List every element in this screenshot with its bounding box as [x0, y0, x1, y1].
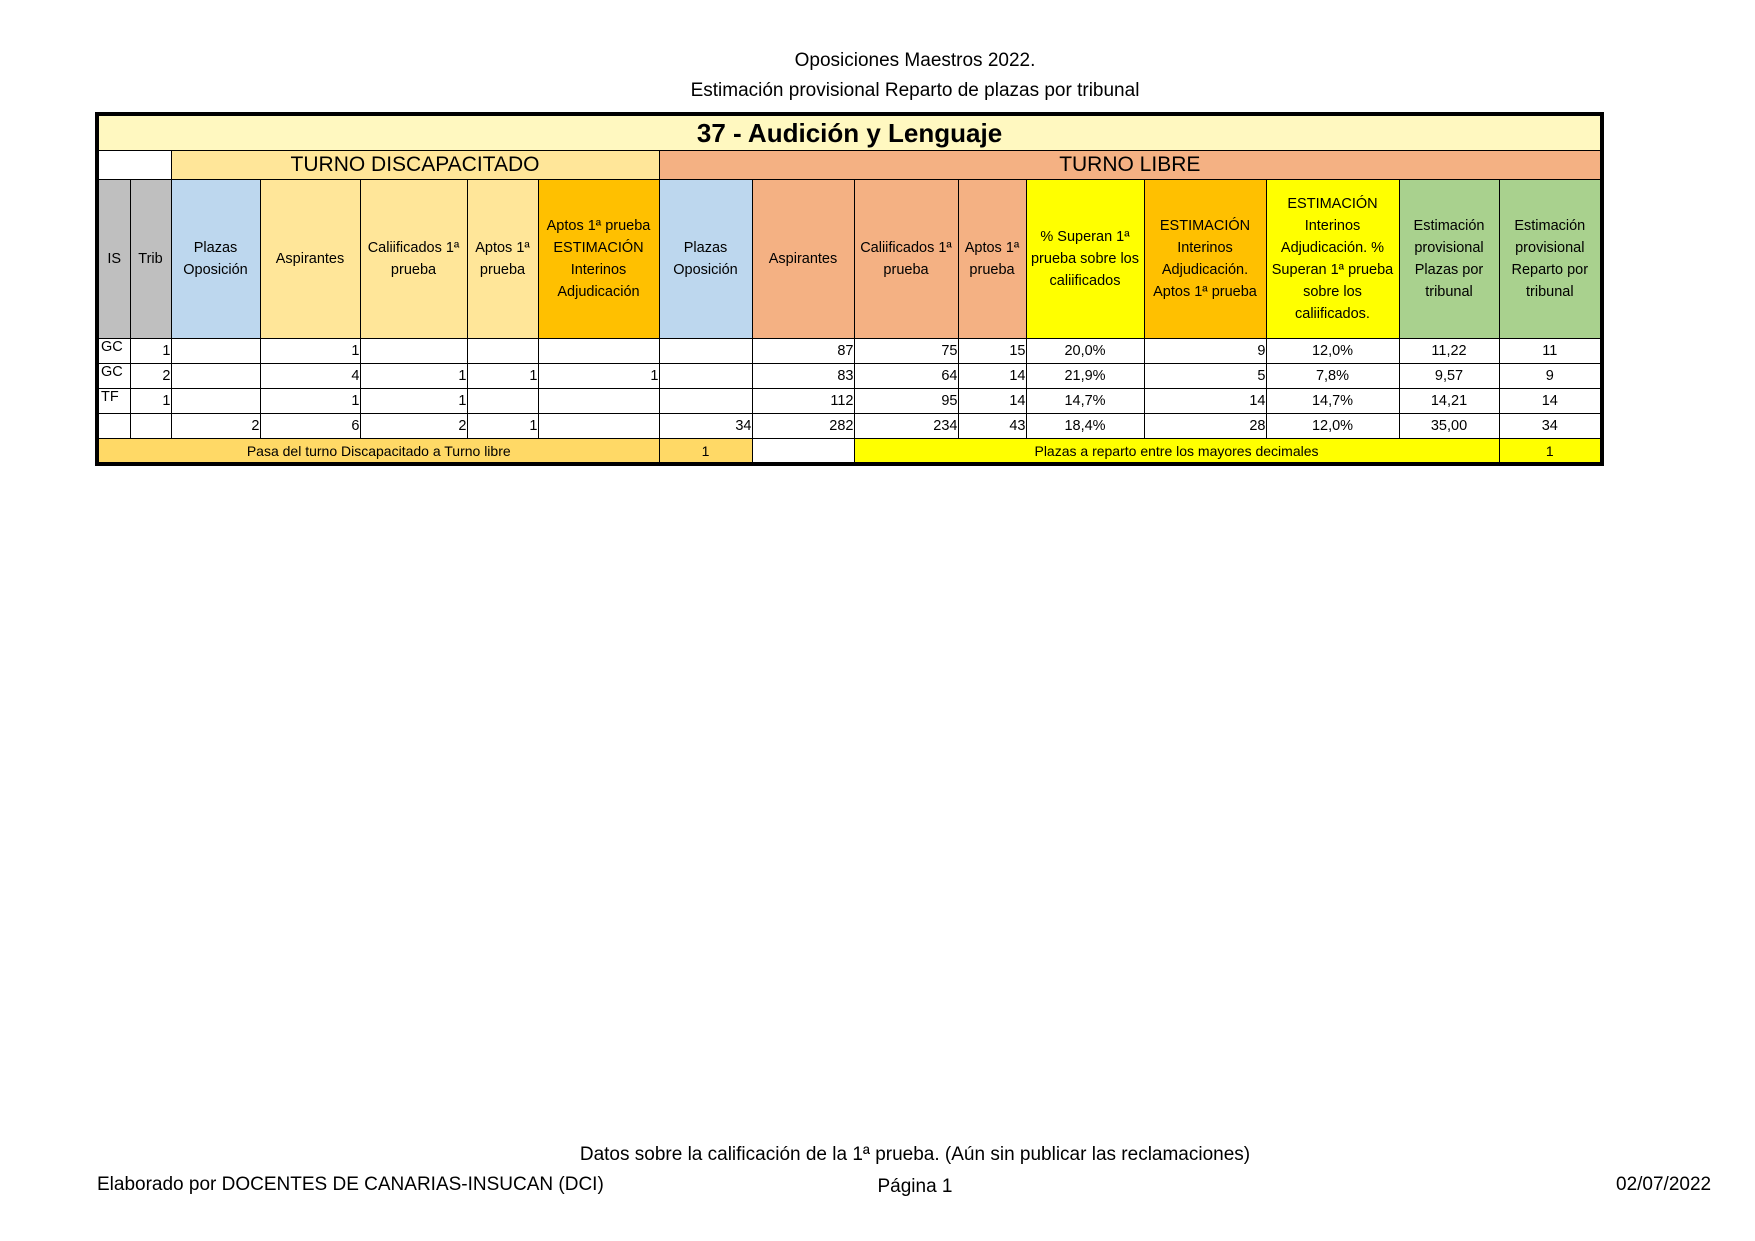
col-header: Aspirantes [260, 180, 360, 339]
col-header: Aptos 1ª prueba [958, 180, 1026, 339]
table-cell: 18,4% [1026, 414, 1144, 439]
table-cell: 11 [1499, 339, 1602, 364]
table-cell: 20,0% [1026, 339, 1144, 364]
table-cell [97, 414, 130, 439]
table-cell [130, 414, 171, 439]
footnote: Datos sobre la calificación de la 1ª prueba. (Aún sin publicar las reclamaciones) [579, 1144, 1251, 1165]
col-header: Estimación provisional Reparto por tribunal [1499, 180, 1602, 339]
table-cell: 5 [1144, 364, 1266, 389]
table-row [97, 364, 1602, 389]
table-cell: 14 [1499, 389, 1602, 414]
col-header: Aptos 1ª prueba [467, 180, 538, 339]
table-cell: 9 [1144, 339, 1266, 364]
table-cell: 64 [854, 364, 958, 389]
table-cell [538, 389, 659, 414]
table-cell: 1 [360, 389, 467, 414]
table-cell [467, 389, 538, 414]
table-cell: 2 [130, 364, 171, 389]
table-cell [171, 389, 260, 414]
table-cell: 282 [752, 414, 854, 439]
col-header: Plazas Oposición [171, 180, 260, 339]
table-cell: 14 [958, 389, 1026, 414]
table-cell: 14,7% [1266, 389, 1399, 414]
table-cell: 28 [1144, 414, 1266, 439]
table-cell [171, 339, 260, 364]
table-cell: 6 [260, 414, 360, 439]
pasa-label: Pasa del turno Discapacitado a Turno libre [97, 439, 659, 465]
table-cell: 34 [1499, 414, 1602, 439]
col-header: ESTIMACIÓN Interinos Adjudicación. % Superan 1ª prueba sobre los caliificados. [1266, 180, 1399, 339]
table-cell: 14,21 [1399, 389, 1499, 414]
table-cell: 7,8% [1266, 364, 1399, 389]
table-cell: 43 [958, 414, 1026, 439]
document-subtitle: Estimación provisional Reparto de plazas por tribunal [690, 80, 1140, 101]
table-cell: 1 [467, 414, 538, 439]
table-cell: 35,00 [1399, 414, 1499, 439]
col-header: IS [97, 180, 130, 339]
table-cell [659, 389, 752, 414]
table-cell [467, 339, 538, 364]
table-cell [659, 339, 752, 364]
table-cell: 234 [854, 414, 958, 439]
table-cell: 75 [854, 339, 958, 364]
table-cell: 12,0% [1266, 414, 1399, 439]
table-cell: 1 [467, 364, 538, 389]
table-cell: 9,57 [1399, 364, 1499, 389]
col-header: Trib [130, 180, 171, 339]
blank-cell [752, 439, 854, 465]
turno-discapacitado-header: TURNO DISCAPACITADO [171, 151, 659, 180]
col-header: ESTIMACIÓN Interinos Adjudicación. Aptos 1ª prueba [1144, 180, 1266, 339]
table-cell [538, 414, 659, 439]
column-headers [97, 180, 1602, 339]
document-title: Oposiciones Maestros 2022. [794, 50, 1036, 71]
table-cell: GC [97, 364, 130, 389]
table-row [97, 389, 1602, 414]
table-cell: 14 [958, 364, 1026, 389]
table-cell [360, 339, 467, 364]
table-cell: 34 [659, 414, 752, 439]
table-row [97, 414, 1602, 439]
pasa-value: 1 [659, 439, 752, 465]
reparto-label: Plazas a reparto entre los mayores decimales [854, 439, 1499, 465]
col-header: % Superan 1ª prueba sobre los caliificados [1026, 180, 1144, 339]
specialty-title: 37 - Audición y Lenguaje [97, 114, 1602, 151]
col-header: Estimación provisional Plazas por tribunal [1399, 180, 1499, 339]
table-cell [659, 364, 752, 389]
table-cell: 87 [752, 339, 854, 364]
blank-cell [97, 151, 171, 180]
table-cell: 14,7% [1026, 389, 1144, 414]
reparto-value: 1 [1499, 439, 1602, 465]
table-cell: 1 [538, 364, 659, 389]
table-cell [538, 339, 659, 364]
col-header: Aptos 1ª prueba ESTIMACIÓN Interinos Adjudicación [538, 180, 659, 339]
table-cell: 83 [752, 364, 854, 389]
table-cell: 1 [260, 389, 360, 414]
col-header: Caliificados 1ª prueba [360, 180, 467, 339]
plazas-table [95, 112, 1604, 466]
table-cell: 2 [171, 414, 260, 439]
table-cell: 12,0% [1266, 339, 1399, 364]
author: Elaborado por DOCENTES DE CANARIAS-INSUCAN (DCI) [97, 1174, 604, 1195]
table-row [97, 339, 1602, 364]
table-cell: 11,22 [1399, 339, 1499, 364]
table-cell: 1 [130, 389, 171, 414]
table-cell: 1 [360, 364, 467, 389]
table-cell: 15 [958, 339, 1026, 364]
table-cell: 4 [260, 364, 360, 389]
turno-libre-header: TURNO LIBRE [659, 151, 1602, 180]
table-cell: 112 [752, 389, 854, 414]
table-cell: 14 [1144, 389, 1266, 414]
table-cell: 1 [260, 339, 360, 364]
table-cell [171, 364, 260, 389]
date: 02/07/2022 [1616, 1174, 1712, 1195]
table-cell: 21,9% [1026, 364, 1144, 389]
table-cell: TF [97, 389, 130, 414]
table-cell: 2 [360, 414, 467, 439]
table-cell: GC [97, 339, 130, 364]
page-number: Página 1 [877, 1176, 953, 1197]
col-header: Caliificados 1ª prueba [854, 180, 958, 339]
table-cell: 95 [854, 389, 958, 414]
table-cell: 1 [130, 339, 171, 364]
footer-row [97, 439, 1602, 465]
col-header: Plazas Oposición [659, 180, 752, 339]
table-cell: 9 [1499, 364, 1602, 389]
col-header: Aspirantes [752, 180, 854, 339]
